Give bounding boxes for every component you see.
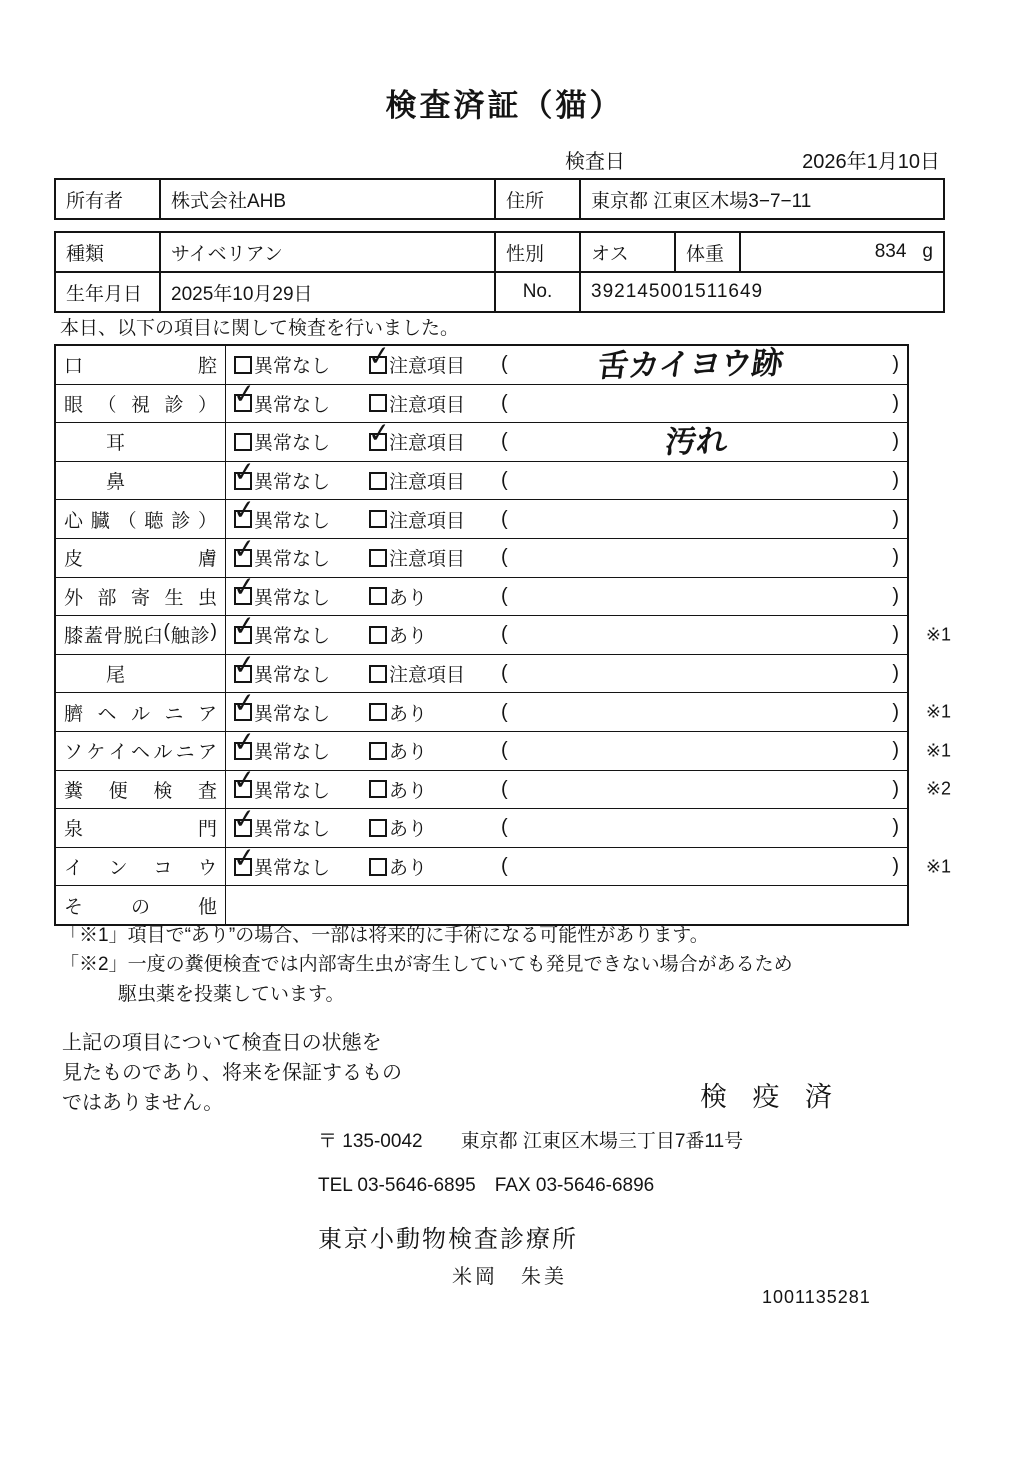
checklist-option — [366, 621, 493, 648]
checklist-item-label — [56, 500, 226, 538]
checklist-option — [226, 802, 366, 841]
empty-cell — [226, 886, 907, 924]
footnotes — [60, 921, 793, 1009]
handwritten-note: 舌カイヨウ跡 — [595, 345, 786, 384]
checkbox-tick: ✓ — [231, 841, 258, 875]
option-label: 注意項目 — [389, 433, 466, 455]
paren-close: ) — [892, 584, 899, 607]
checklist-row — [56, 609, 951, 655]
item-char: 蓋 — [83, 626, 103, 648]
checkbox — [231, 687, 258, 721]
option-label: あり — [389, 587, 428, 609]
checklist-row — [56, 687, 951, 732]
paren-open: ( — [501, 469, 508, 492]
item-char: 診 — [190, 626, 210, 648]
checklist-option — [366, 814, 493, 841]
paren-close: ) — [892, 777, 899, 800]
checkbox — [231, 648, 258, 683]
item-char: 臍 — [64, 703, 84, 725]
item-char: ( — [163, 621, 170, 643]
checkbox — [234, 433, 252, 451]
checkbox — [234, 356, 252, 374]
checkbox — [231, 841, 258, 876]
option-label: 注意項目 — [389, 510, 466, 532]
item-text — [64, 737, 217, 764]
option-label: 注意項目 — [389, 356, 466, 378]
paren-open: ( — [501, 623, 508, 646]
item-char: 診 — [164, 394, 184, 416]
paren-close: ) — [892, 739, 899, 762]
item-char: イ — [108, 742, 128, 764]
checklist-item-label — [56, 886, 226, 924]
sex-label: 性別 — [495, 232, 580, 272]
checkbox — [231, 455, 258, 490]
checklist-item-label — [56, 616, 226, 654]
item-char: 部 — [97, 587, 117, 609]
item-char: ニ — [164, 703, 184, 725]
item-char: 便 — [108, 780, 128, 802]
checkbox-tick: ✓ — [231, 532, 258, 566]
footnote-2-line1: 「※2」一度の糞便検査では内部寄生虫が寄生していても発見できない場合があるため — [60, 954, 793, 976]
address-label: 住所 — [495, 179, 580, 219]
checkbox-tick: ✓ — [231, 455, 258, 489]
checkbox — [369, 549, 387, 567]
paren-close: ) — [892, 430, 899, 453]
inspection-date-value: 2026年1月10日 — [802, 151, 940, 173]
paren-open: ( — [501, 507, 508, 530]
checkbox — [369, 587, 387, 605]
footnote-mark: ※2 — [925, 778, 951, 799]
checklist-row — [56, 802, 907, 848]
paren-close: ) — [892, 662, 899, 685]
paren-close: ) — [892, 391, 899, 414]
checklist-option — [226, 494, 366, 533]
item-char: ） — [197, 394, 217, 416]
owner-row — [55, 179, 944, 219]
checklist-option — [366, 467, 493, 494]
checklist-option — [366, 390, 493, 417]
owner-table — [54, 178, 945, 220]
item-char: 泉 — [64, 819, 84, 841]
item-text — [64, 699, 217, 726]
item-char: ア — [197, 703, 217, 725]
item-text — [64, 428, 125, 455]
item-char: 診 — [171, 510, 191, 532]
item-char: ル — [153, 742, 173, 764]
paren-close: ) — [892, 855, 899, 878]
address-value: 東京都 江東区木場3−7−11 — [580, 179, 944, 219]
checkbox-tick: ✓ — [231, 687, 258, 721]
item-char: 査 — [197, 780, 217, 802]
inspection-date-line — [565, 145, 940, 174]
inspection-date-label: 検査日 — [565, 151, 625, 173]
footnote-mark: ※1 — [925, 856, 951, 877]
paren-close: ) — [892, 353, 899, 376]
paren-close: ) — [892, 507, 899, 530]
checkbox-tick: ✓ — [231, 764, 258, 798]
option-label: 注意項目 — [389, 549, 466, 571]
option-label: 異常なし — [254, 394, 331, 416]
item-char: 皮 — [64, 549, 84, 571]
checklist-item-label — [56, 462, 226, 500]
weight-number: 834 — [874, 241, 907, 262]
checklist-item-label — [56, 809, 226, 847]
checklist-row — [56, 886, 907, 924]
option-label: 異常なし — [254, 665, 331, 687]
checklist-option — [226, 351, 366, 378]
checkbox-tick: ✓ — [231, 494, 258, 528]
checklist-option — [226, 455, 366, 494]
item-char: 口 — [64, 356, 84, 378]
option-label: 注意項目 — [389, 394, 466, 416]
paren-open: ( — [501, 700, 508, 723]
note-field — [493, 423, 907, 461]
checkbox-tick: ✓ — [366, 339, 393, 373]
item-char: 糞 — [64, 780, 84, 802]
item-text — [64, 467, 125, 494]
checklist-row — [56, 378, 907, 424]
option-label: あり — [389, 858, 428, 880]
item-char: （ — [97, 394, 117, 416]
checkbox-tick: ✓ — [366, 416, 393, 451]
option-label: 異常なし — [254, 356, 331, 378]
item-char: ソ — [64, 742, 84, 764]
checkbox — [231, 725, 258, 760]
checkbox — [369, 472, 387, 490]
checklist-option — [226, 841, 366, 880]
paren-open: ( — [501, 777, 508, 800]
item-char: 聴 — [144, 510, 164, 532]
checklist-option — [226, 609, 366, 648]
paren-open: ( — [501, 739, 508, 762]
checklist-option — [226, 571, 366, 610]
item-char: 耳 — [106, 433, 126, 455]
tel-fax-line: TEL 03-5646-6895 FAX 03-5646-6896 — [318, 1175, 655, 1196]
checklist-row — [56, 764, 951, 810]
checkbox — [231, 764, 258, 798]
checkbox — [366, 416, 393, 451]
checklist-option — [226, 687, 366, 726]
item-text — [64, 583, 217, 610]
note-field — [493, 693, 907, 731]
owner-value: 株式会社AHB — [160, 179, 495, 219]
item-char: 脱 — [123, 626, 143, 648]
item-char: 生 — [164, 587, 184, 609]
handwritten-note: 汚れ — [663, 423, 730, 460]
item-text — [64, 853, 217, 880]
option-label: 注意項目 — [389, 665, 466, 687]
item-text — [64, 892, 217, 919]
note-field — [493, 500, 907, 538]
item-char: 臓 — [90, 510, 110, 532]
paren-close: ) — [892, 816, 899, 839]
checkbox — [231, 802, 258, 837]
option-label: 異常なし — [254, 819, 331, 841]
item-text — [64, 390, 217, 417]
item-char: 鼻 — [106, 472, 126, 494]
option-label: あり — [389, 703, 428, 725]
note-field — [493, 655, 907, 693]
checklist-item-label — [56, 385, 226, 423]
breed-value: サイベリアン — [160, 232, 495, 272]
item-char: ヘ — [97, 703, 117, 725]
footnote-mark: ※1 — [925, 740, 951, 761]
item-char: 心 — [64, 510, 84, 532]
checklist-option — [366, 853, 493, 880]
note-field — [493, 732, 907, 770]
weight-value — [740, 232, 944, 272]
checkbox-tick: ✓ — [231, 378, 258, 412]
paren-close: ) — [892, 546, 899, 569]
item-char: 骨 — [103, 626, 123, 648]
item-char: 臼 — [143, 626, 163, 648]
disclaimer-text — [62, 1028, 402, 1118]
option-label: 異常なし — [254, 549, 331, 571]
item-char: ） — [197, 510, 217, 532]
note-field — [493, 578, 907, 616]
checkbox — [231, 571, 258, 605]
checklist-option — [226, 532, 366, 571]
item-text — [64, 814, 217, 841]
paren-close: ) — [892, 700, 899, 723]
clinic-address: 東京都 江東区木場三丁目7番11号 — [460, 1131, 744, 1152]
checkbox — [369, 819, 387, 837]
checkbox — [366, 339, 393, 374]
item-char: そ — [64, 896, 84, 918]
item-text — [64, 506, 217, 533]
checkbox-tick: ✓ — [231, 802, 258, 837]
option-label: 異常なし — [254, 472, 331, 494]
paren-open: ( — [501, 391, 508, 414]
paren-open: ( — [501, 584, 508, 607]
option-label: 異常なし — [254, 742, 331, 764]
checklist-item-label — [56, 539, 226, 577]
item-char: ) — [210, 621, 217, 643]
item-char: ア — [197, 742, 217, 764]
note-field — [493, 809, 907, 847]
checklist-row — [56, 339, 907, 385]
owner-label: 所有者 — [55, 179, 160, 219]
number-label: No. — [495, 272, 580, 312]
paren-close: ) — [892, 469, 899, 492]
checkbox-tick: ✓ — [231, 725, 258, 759]
footnote-1: 「※1」項目で“あり”の場合、一部は将来的に手術になる可能性があります。 — [60, 925, 709, 946]
footnote-2-line2: 駆虫薬を投薬しています。 — [118, 983, 345, 1005]
item-char: 腔 — [197, 356, 217, 378]
checklist-item-label — [56, 578, 226, 616]
checklist-option — [366, 416, 493, 455]
item-char: 虫 — [197, 587, 217, 609]
birth-row — [55, 272, 944, 312]
checklist-option — [366, 339, 493, 378]
checklist-row — [56, 416, 907, 462]
checklist-option — [366, 776, 493, 803]
item-char: 膝 — [64, 626, 84, 648]
quarantine-stamp: 検 疫 済 — [700, 1082, 842, 1112]
examiner-name: 米岡 朱美 — [452, 1266, 567, 1288]
option-label: 異常なし — [254, 433, 331, 455]
checklist-option — [226, 648, 366, 687]
checklist-row — [56, 494, 907, 539]
page-title: 検査済証（猫） — [385, 88, 624, 123]
item-char: 門 — [197, 819, 217, 841]
checklist-option — [366, 506, 493, 533]
note-field — [493, 346, 907, 384]
weight-unit: g — [922, 241, 933, 262]
checklist-option — [366, 583, 493, 610]
item-char: 視 — [130, 394, 150, 416]
checklist-option — [366, 660, 493, 687]
paren-open: ( — [501, 855, 508, 878]
paren-open: ( — [501, 816, 508, 839]
paren-open: ( — [501, 662, 508, 685]
birthdate-label: 生年月日 — [55, 272, 160, 312]
checklist-row — [56, 571, 907, 617]
breed-label: 種類 — [55, 232, 160, 272]
intro-text: 本日、以下の項目に関して検査を行いました。 — [60, 318, 460, 339]
item-char: 他 — [197, 896, 217, 918]
checklist-option — [366, 737, 493, 764]
item-text — [64, 544, 217, 571]
checkbox — [231, 494, 258, 528]
item-char: ン — [108, 858, 128, 880]
disclaimer-line-1: 上記の項目について検査日の状態を — [62, 1032, 382, 1054]
item-char: イ — [64, 858, 84, 880]
breed-row — [55, 232, 944, 272]
option-label: 異常なし — [254, 510, 331, 532]
sex-value: オス — [580, 232, 675, 272]
checklist-item-label — [56, 346, 226, 384]
checklist-item-label — [56, 655, 226, 693]
checkbox — [369, 780, 387, 798]
serial-number: 1001135281 — [762, 1287, 871, 1307]
clinic-name: 東京小動物検査診療所 — [318, 1226, 578, 1253]
checkbox — [369, 394, 387, 412]
checkbox — [369, 510, 387, 528]
checkbox — [369, 858, 387, 876]
pet-info-table — [54, 231, 945, 313]
checklist-item-label — [56, 771, 226, 809]
paren-open: ( — [501, 430, 508, 453]
checklist-item-label — [56, 423, 226, 461]
weight-label: 体重 — [675, 232, 740, 272]
checkbox — [369, 742, 387, 760]
checkbox — [369, 703, 387, 721]
option-label: 異常なし — [254, 587, 331, 609]
item-text — [64, 776, 217, 803]
option-label: あり — [389, 780, 428, 802]
checklist-option — [226, 764, 366, 803]
checkbox — [231, 532, 258, 567]
checkbox-tick: ✓ — [231, 648, 258, 682]
footnote-mark: ※1 — [925, 624, 951, 645]
item-char: の — [130, 896, 150, 918]
option-label: 注意項目 — [389, 472, 466, 494]
checklist-option — [226, 428, 366, 455]
item-char: ニ — [175, 742, 195, 764]
checkbox-tick: ✓ — [231, 609, 258, 644]
checkbox — [369, 626, 387, 644]
note-field — [493, 462, 907, 500]
checklist-option — [366, 699, 493, 726]
clinic-address-line — [318, 1126, 743, 1153]
disclaimer-line-2: 見たものであり、将来を保証するもの — [62, 1062, 402, 1084]
checklist-row — [56, 648, 907, 694]
checkbox — [231, 609, 258, 644]
checkbox — [231, 378, 258, 412]
checklist-item-label — [56, 848, 226, 886]
option-label: あり — [389, 626, 428, 648]
option-label: あり — [389, 742, 428, 764]
option-label: 異常なし — [254, 626, 331, 648]
note-field — [493, 539, 907, 577]
item-char: 外 — [64, 587, 84, 609]
option-label: 異常なし — [254, 858, 331, 880]
checklist-row — [56, 841, 951, 887]
checklist-item-label — [56, 693, 226, 731]
item-text — [64, 621, 217, 648]
footnote-mark: ※1 — [925, 701, 951, 722]
item-char: コ — [153, 858, 173, 880]
checklist-option — [226, 378, 366, 417]
checklist-item-label — [56, 732, 226, 770]
checklist-option — [366, 544, 493, 571]
paren-close: ) — [892, 623, 899, 646]
note-field — [493, 616, 907, 654]
item-char: 寄 — [130, 587, 150, 609]
item-char: 膚 — [197, 549, 217, 571]
postal-code: 〒 135-0042 — [318, 1131, 423, 1152]
item-text — [64, 660, 125, 687]
checkbox — [369, 665, 387, 683]
item-char: 眼 — [64, 394, 84, 416]
item-char: ケ — [86, 742, 106, 764]
checklist-row — [56, 455, 907, 501]
item-char: ウ — [197, 858, 217, 880]
item-char: （ — [117, 510, 137, 532]
note-field — [493, 848, 907, 886]
checklist-option — [226, 725, 366, 764]
disclaimer-line-3: ではありません。 — [62, 1092, 224, 1114]
item-char: ヘ — [130, 742, 150, 764]
option-label: あり — [389, 819, 428, 841]
note-field — [493, 771, 907, 809]
item-char: ル — [130, 703, 150, 725]
item-char: 検 — [153, 780, 173, 802]
number-value: 392145001511649 — [580, 272, 944, 312]
option-label: 異常なし — [254, 703, 331, 725]
checklist-table — [54, 339, 951, 926]
paren-open: ( — [501, 546, 508, 569]
item-char: 尾 — [106, 665, 126, 687]
paren-open: ( — [501, 353, 508, 376]
checklist-row — [56, 532, 907, 578]
checkbox-tick: ✓ — [231, 571, 258, 605]
item-char: 触 — [170, 626, 190, 648]
birthdate-value: 2025年10月29日 — [160, 272, 495, 312]
checklist-row — [56, 725, 951, 771]
item-text — [64, 351, 217, 378]
option-label: 異常なし — [254, 780, 331, 802]
